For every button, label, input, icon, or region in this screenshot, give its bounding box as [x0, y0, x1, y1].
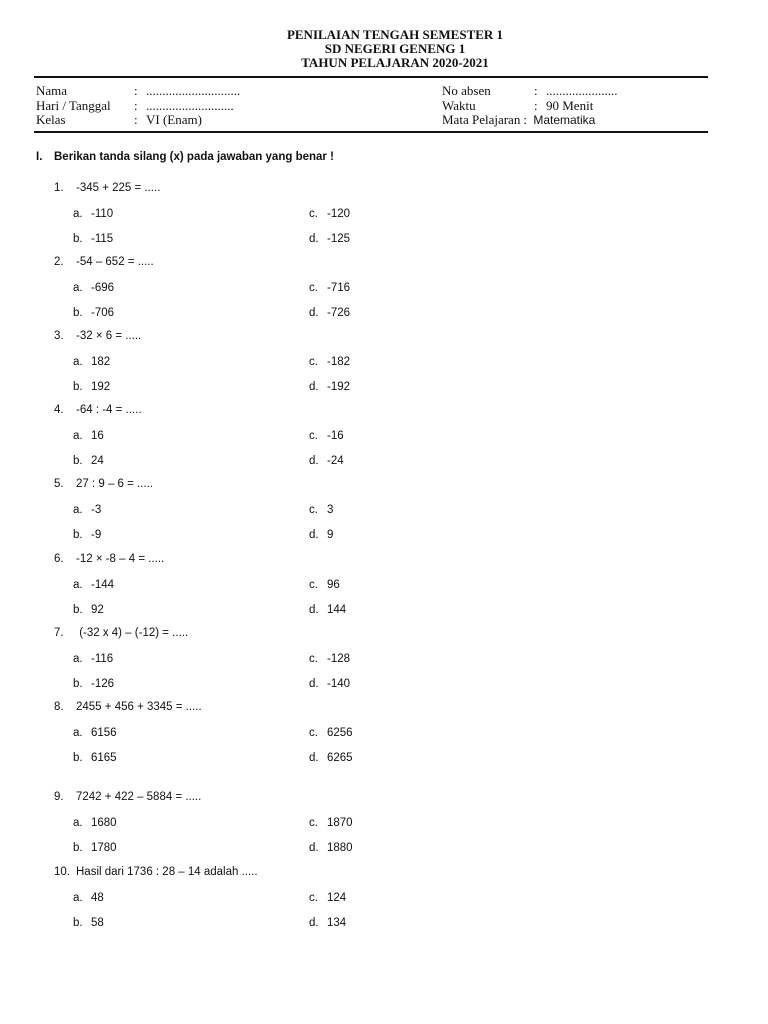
option-a[interactable]: [73, 727, 117, 739]
info-label: No absen: [442, 83, 491, 98]
option-value: -24: [327, 455, 344, 467]
question-2: [54, 256, 154, 268]
question-number: 1.: [54, 182, 64, 194]
info-value: 90 Menit: [546, 97, 594, 113]
top-rule: [34, 76, 708, 78]
option-b[interactable]: [73, 529, 101, 541]
option-letter: d.: [309, 307, 319, 319]
option-b[interactable]: [73, 381, 110, 393]
option-a[interactable]: [73, 817, 117, 829]
bottom-rule: [34, 131, 708, 133]
option-letter: d.: [309, 604, 319, 616]
info-label: Kelas: [36, 112, 66, 127]
info-value: ......................: [546, 83, 618, 98]
question-text: -12 × -8 – 4 = .....: [76, 553, 165, 565]
option-value: 92: [91, 604, 104, 616]
info-value: VI (Enam): [146, 112, 202, 127]
question-number: 3.: [54, 330, 64, 342]
option-value: -120: [327, 208, 351, 220]
question-number: 10.: [54, 866, 70, 878]
option-value: 134: [327, 917, 347, 929]
option-c[interactable]: [309, 208, 350, 220]
option-letter: c.: [309, 727, 318, 739]
option-letter: c.: [309, 282, 318, 294]
option-a[interactable]: [73, 430, 104, 442]
option-letter: d.: [309, 917, 319, 929]
option-b[interactable]: [73, 752, 117, 764]
question-text: -54 – 652 = .....: [76, 256, 154, 268]
option-d[interactable]: [309, 529, 333, 541]
option-c[interactable]: [309, 504, 333, 516]
option-a[interactable]: [73, 208, 113, 220]
option-value: 16: [91, 430, 104, 442]
info-value: ...........................: [146, 97, 234, 113]
option-b[interactable]: [73, 455, 104, 467]
question-number: 8.: [54, 701, 64, 713]
option-letter: c.: [309, 356, 318, 368]
option-letter: d.: [309, 381, 319, 393]
question-5: [54, 478, 153, 490]
option-value: 182: [91, 356, 111, 368]
option-value: 1680: [91, 817, 117, 829]
option-letter: d.: [309, 678, 319, 690]
option-value: 1870: [327, 817, 353, 829]
option-letter: d.: [309, 752, 319, 764]
option-letter: b.: [73, 842, 83, 854]
option-a[interactable]: [73, 356, 110, 368]
option-b[interactable]: [73, 233, 113, 245]
student-info-left: [36, 84, 240, 128]
question-number: 7.: [54, 627, 64, 639]
question-text: 7242 + 422 – 5884 = .....: [76, 791, 202, 803]
option-d[interactable]: [309, 233, 350, 245]
option-d[interactable]: [309, 455, 344, 467]
option-value: 144: [327, 604, 347, 616]
option-b[interactable]: [73, 917, 104, 929]
option-letter: b.: [73, 604, 83, 616]
option-value: -716: [327, 282, 351, 294]
option-c[interactable]: [309, 579, 340, 591]
option-d[interactable]: [309, 752, 353, 764]
option-value: 1880: [327, 842, 353, 854]
option-a[interactable]: [73, 653, 113, 665]
info-colon: :: [534, 97, 538, 113]
option-value: -16: [327, 430, 344, 442]
question-8: [54, 701, 202, 713]
info-colon: :: [134, 83, 138, 98]
question-9: [54, 791, 201, 803]
question-text: -345 + 225 = .....: [76, 182, 161, 194]
option-b[interactable]: [73, 604, 104, 616]
header-title: PENILAIAN TENGAH SEMESTER 1: [286, 27, 504, 42]
option-c[interactable]: [309, 817, 353, 829]
info-label: Waktu: [442, 97, 476, 113]
info-kelas: [36, 113, 240, 128]
question-text: (-32 x 4) – (-12) = .....: [76, 627, 189, 639]
option-letter: b.: [73, 529, 83, 541]
info-label: Mata Pelajaran: [442, 112, 521, 127]
info-hari: [36, 99, 240, 114]
question-3: [54, 330, 141, 342]
info-label: Nama: [36, 83, 68, 98]
info-nama: [36, 84, 240, 99]
option-c[interactable]: [309, 727, 353, 739]
option-d[interactable]: [309, 842, 353, 854]
option-a[interactable]: [73, 282, 114, 294]
option-value: 48: [91, 892, 104, 904]
option-letter: c.: [309, 579, 318, 591]
header-school: SD NEGERI GENENG 1: [324, 41, 466, 56]
option-value: -140: [327, 678, 351, 690]
option-value: 6165: [91, 752, 117, 764]
option-b[interactable]: [73, 678, 114, 690]
info-colon: :: [534, 83, 538, 98]
info-value: Matematika: [533, 113, 596, 127]
question-text: 2455 + 456 + 3345 = .....: [76, 701, 202, 713]
option-value: -110: [91, 208, 114, 220]
option-letter: c.: [309, 892, 318, 904]
option-value: -125: [327, 233, 351, 245]
option-letter: a.: [73, 653, 83, 665]
info-waktu: [442, 99, 618, 114]
option-c[interactable]: [309, 892, 346, 904]
option-letter: b.: [73, 233, 83, 245]
question-text: 27 : 9 – 6 = .....: [76, 478, 154, 490]
info-value: .............................: [146, 83, 241, 98]
question-number: 4.: [54, 404, 64, 416]
option-b[interactable]: [73, 842, 117, 854]
question-number: 9.: [54, 791, 64, 803]
option-letter: a.: [73, 504, 83, 516]
instruction-text: Berikan tanda silang (x) pada jawaban yang benar !: [54, 151, 334, 163]
option-letter: a.: [73, 727, 83, 739]
option-value: 24: [91, 455, 104, 467]
option-value: 124: [327, 892, 347, 904]
option-value: -3: [91, 504, 102, 516]
option-value: -9: [91, 529, 102, 541]
option-letter: a.: [73, 817, 83, 829]
option-value: -128: [327, 653, 351, 665]
option-letter: b.: [73, 455, 83, 467]
question-text: -32 × 6 = .....: [76, 330, 142, 342]
option-a[interactable]: [73, 504, 101, 516]
option-letter: b.: [73, 307, 83, 319]
student-info-right: [442, 84, 618, 128]
question-4: [54, 404, 142, 416]
option-value: -726: [327, 307, 351, 319]
info-mapel: [442, 113, 618, 128]
option-value: 6156: [91, 727, 117, 739]
option-letter: c.: [309, 817, 318, 829]
option-a[interactable]: [73, 892, 104, 904]
question-number: 2.: [54, 256, 64, 268]
option-c[interactable]: [309, 282, 350, 294]
option-d[interactable]: [309, 678, 350, 690]
option-value: -115: [91, 233, 114, 245]
exam-header: [0, 28, 768, 70]
option-value: -144: [91, 579, 115, 591]
option-letter: b.: [73, 752, 83, 764]
option-letter: a.: [73, 892, 83, 904]
option-a[interactable]: [73, 579, 114, 591]
option-value: 6256: [327, 727, 353, 739]
info-absen: [442, 84, 618, 99]
option-value: 3: [327, 504, 334, 516]
info-colon: :: [523, 112, 527, 127]
option-d[interactable]: [309, 604, 346, 616]
option-letter: c.: [309, 504, 318, 516]
option-b[interactable]: [73, 307, 114, 319]
question-text: -64 : -4 = .....: [76, 404, 142, 416]
option-value: 9: [327, 529, 334, 541]
option-c[interactable]: [309, 430, 344, 442]
question-number: 5.: [54, 478, 64, 490]
option-letter: a.: [73, 356, 83, 368]
option-letter: b.: [73, 678, 83, 690]
option-value: -696: [91, 282, 115, 294]
option-letter: b.: [73, 381, 83, 393]
option-letter: c.: [309, 430, 318, 442]
option-letter: a.: [73, 579, 83, 591]
option-letter: c.: [309, 208, 318, 220]
option-value: 96: [327, 579, 340, 591]
option-letter: b.: [73, 917, 83, 929]
info-colon: :: [134, 97, 138, 113]
section-instruction: [36, 151, 334, 163]
info-label: Hari / Tanggal: [36, 97, 111, 113]
option-letter: d.: [309, 842, 319, 854]
option-letter: d.: [309, 529, 319, 541]
option-d[interactable]: [309, 307, 350, 319]
option-value: 192: [91, 381, 111, 393]
option-value: 1780: [91, 842, 117, 854]
question-text: Hasil dari 1736 : 28 – 14 adalah .....: [76, 866, 258, 878]
option-c[interactable]: [309, 653, 350, 665]
question-number: 6.: [54, 553, 64, 565]
option-letter: d.: [309, 455, 319, 467]
section-numeral: I.: [36, 151, 43, 163]
question-7: [54, 627, 188, 639]
question-1: [54, 182, 160, 194]
option-d[interactable]: [309, 917, 346, 929]
question-10: [54, 866, 258, 878]
option-value: 6265: [327, 752, 353, 764]
option-value: 58: [91, 917, 104, 929]
option-letter: a.: [73, 282, 83, 294]
option-c[interactable]: [309, 356, 350, 368]
header-year: TAHUN PELAJARAN 2020-2021: [301, 55, 489, 70]
option-value: -116: [91, 653, 114, 665]
option-letter: c.: [309, 653, 318, 665]
option-value: -182: [327, 356, 351, 368]
question-6: [54, 553, 164, 565]
option-value: -706: [91, 307, 115, 319]
option-value: -126: [91, 678, 115, 690]
option-letter: d.: [309, 233, 319, 245]
option-value: -192: [327, 381, 351, 393]
option-d[interactable]: [309, 381, 350, 393]
info-colon: :: [134, 112, 138, 127]
option-letter: a.: [73, 430, 83, 442]
option-letter: a.: [73, 208, 83, 220]
